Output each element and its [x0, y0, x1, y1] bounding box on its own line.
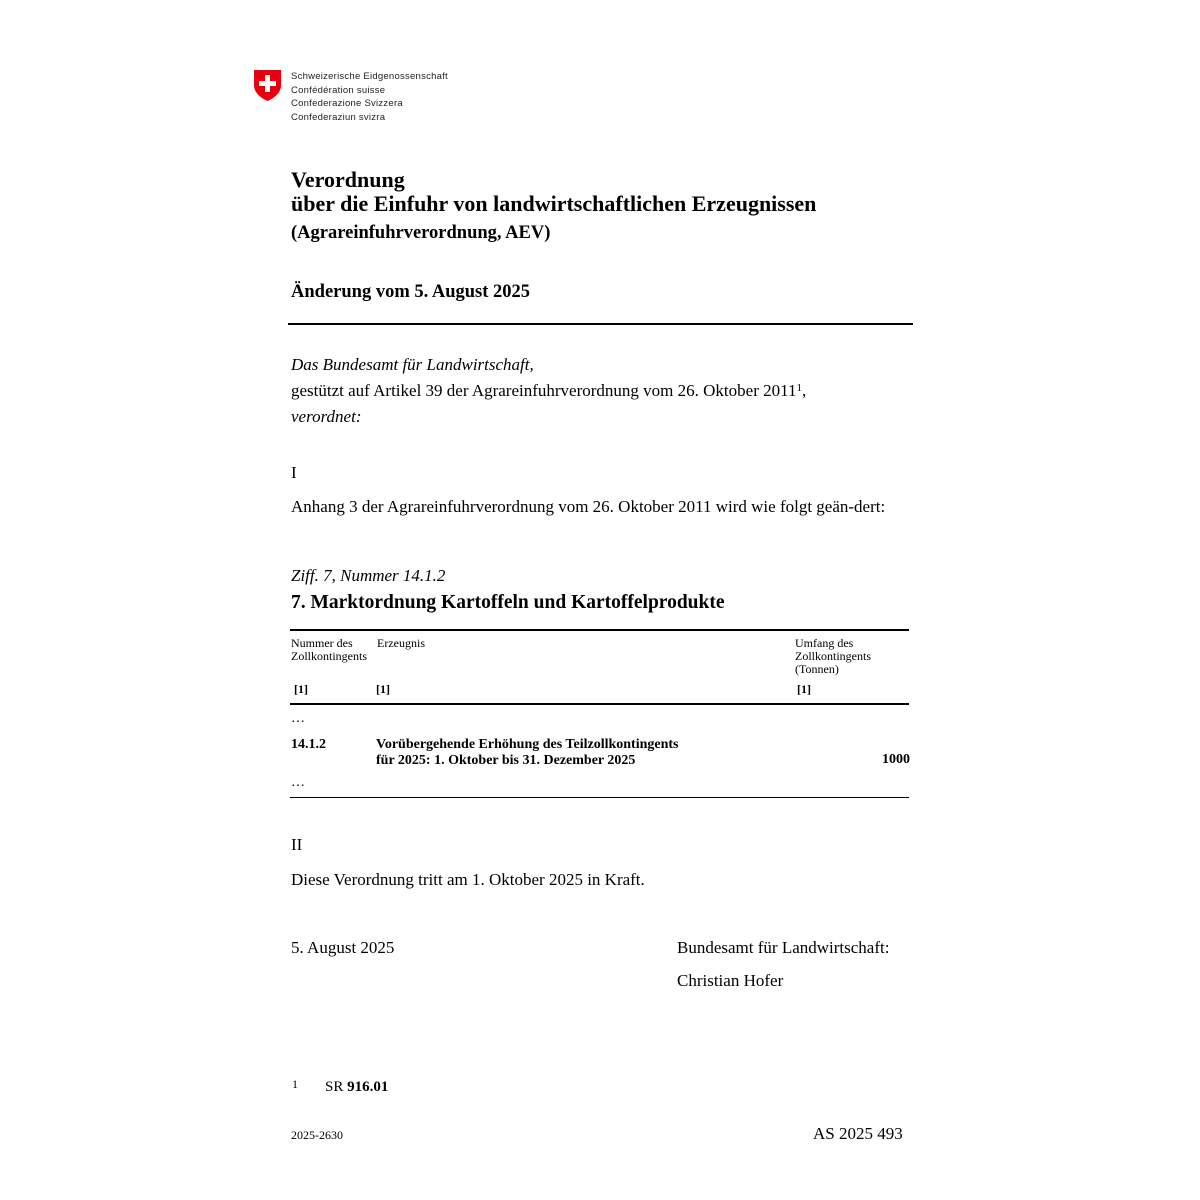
table-row-volume: 1000: [882, 752, 910, 767]
section1-ref: Ziff. 7, Nummer 14.1.2: [291, 566, 446, 585]
section2-text: Diese Verordnung tritt am 1. Oktober 2025 in Kraft.: [291, 870, 645, 889]
table-header-volume-line3: (Tonnen): [795, 662, 839, 676]
section1-heading: 7. Marktordnung Kartoffeln und Kartoffelprodukte: [291, 592, 725, 613]
table-note-product: [1]: [376, 682, 390, 696]
confederation-name-fr: Confédération suisse: [291, 84, 386, 96]
table-note-volume: [1]: [797, 682, 811, 696]
footnote-number: 1: [292, 1077, 298, 1091]
table-header-number: [291, 637, 367, 663]
table-header-rule: [290, 703, 909, 705]
signature-name: Christian Hofer: [677, 971, 784, 990]
table-note-number: [1]: [294, 682, 308, 696]
title-line1: Verordnung: [291, 167, 405, 192]
signature-office: Bundesamt für Landwirtschaft:: [677, 938, 890, 957]
footnote-sr-number[interactable]: 916.01: [347, 1079, 389, 1095]
preamble-authority: Das Bundesamt für Landwirtschaft,: [291, 355, 534, 374]
table-header-volume: [795, 637, 871, 676]
preamble-decrees: verordnet:: [291, 407, 362, 426]
table-row-product-line1: Vorübergehende Erhöhung des Teilzollkontingents: [376, 737, 679, 752]
table-row-product-line2: für 2025: 1. Oktober bis 31. Dezember 2025: [376, 752, 636, 768]
table-ellipsis-bottom: …: [291, 775, 305, 790]
title-line2: über die Einfuhr von landwirtschaftlichen Erzeugnissen: [291, 191, 817, 216]
section1-numeral: I: [291, 463, 297, 482]
table-row-number: 14.1.2: [291, 737, 326, 752]
table-top-rule: [290, 629, 909, 631]
table-row-product: [376, 737, 679, 768]
document-id: 2025-2630: [291, 1128, 343, 1142]
title-short: (Agrareinfuhrverordnung, AEV): [291, 223, 551, 243]
title-divider: [288, 323, 913, 325]
confederation-name-it: Confederazione Svizzera: [291, 98, 403, 109]
table-ellipsis-top: …: [291, 711, 305, 726]
table-header-volume-line1: Umfang des: [795, 636, 854, 650]
table-header-number-line1: Nummer des: [291, 636, 353, 650]
as-reference: AS 2025 493: [813, 1124, 903, 1143]
preamble-basis: [291, 380, 806, 401]
table-header-number-line2: Zollkontingents: [291, 649, 367, 663]
amendment-date: Änderung vom 5. August 2025: [291, 282, 531, 302]
swiss-cross-shield-icon: [254, 70, 281, 101]
confederation-name-rm: Confederaziun svizra: [291, 111, 386, 123]
signature-date: 5. August 2025: [291, 938, 395, 957]
preamble-basis-tail: ,: [801, 381, 807, 400]
table-bottom-rule: [290, 797, 909, 798]
table-header-product: Erzeugnis: [377, 636, 425, 650]
footnote-ref[interactable]: 1: [796, 382, 802, 394]
confederation-names: [291, 70, 448, 124]
table-header-volume-line2: Zollkontingents: [795, 649, 871, 663]
confederation-name-de: Schweizerische Eidgenossenschaft: [291, 71, 448, 82]
footnote-text: [325, 1079, 388, 1096]
section2-numeral: II: [291, 835, 303, 854]
preamble-basis-text: gestützt auf Artikel 39 der Agrareinfuhrverordnung vom 26. Oktober 2011: [291, 381, 797, 400]
footnote-sr-prefix: SR: [325, 1079, 344, 1095]
section1-text: Anhang 3 der Agrareinfuhrverordnung vom 26. Oktober 2011 wird wie folgt geän-dert:: [291, 497, 886, 516]
